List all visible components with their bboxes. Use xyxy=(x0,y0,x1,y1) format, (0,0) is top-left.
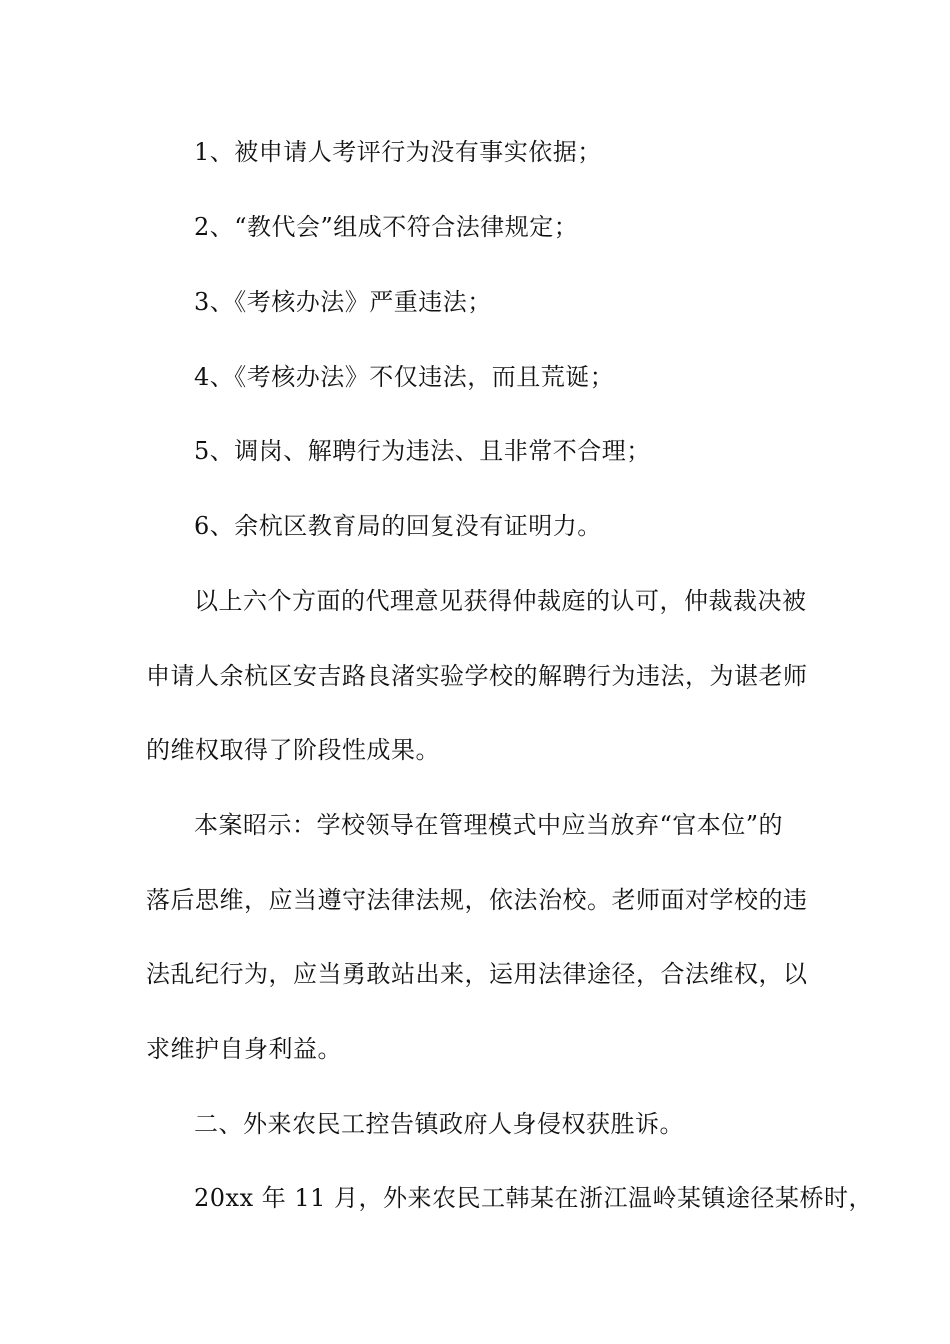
section-heading-2: 二、外来农民工控告镇政府人身侵权获胜诉。 xyxy=(194,1110,684,1138)
list-item-4: 4、《考核办法》不仅违法，而且荒诞； xyxy=(194,363,615,391)
paragraph-lesson-line-1: 本案昭示：学校领导在管理模式中应当放弃“官本位”的 xyxy=(194,811,784,839)
paragraph-lesson-line-4: 求维护自身利益。 xyxy=(146,1035,342,1063)
paragraph-result-line-3: 的维权取得了阶段性成果。 xyxy=(146,736,440,764)
list-item-1: 1、被申请人考评行为没有事实依据； xyxy=(194,138,602,166)
paragraph-lesson-line-3: 法乱纪行为，应当勇敢站出来，运用法律途径，合法维权，以 xyxy=(146,960,808,988)
list-item-6: 6、余杭区教育局的回复没有证明力。 xyxy=(194,512,602,540)
paragraph-case-line-1: 20xx 年 11 月，外来农民工韩某在浙江温岭某镇途径某桥时， xyxy=(194,1184,874,1212)
paragraph-result-line-2: 申请人余杭区安吉路良渚实验学校的解聘行为违法，为谌老师 xyxy=(146,662,808,690)
paragraph-result-line-1: 以上六个方面的代理意见获得仲裁庭的认可，仲裁裁决被 xyxy=(194,587,807,615)
list-item-5: 5、调岗、解聘行为违法、且非常不合理； xyxy=(194,437,651,465)
paragraph-lesson-line-2: 落后思维，应当遵守法律法规，依法治校。老师面对学校的违 xyxy=(146,886,808,914)
list-item-3: 3、《考核办法》严重违法； xyxy=(194,288,492,316)
list-item-2: 2、“教代会”组成不符合法律规定； xyxy=(194,213,579,241)
